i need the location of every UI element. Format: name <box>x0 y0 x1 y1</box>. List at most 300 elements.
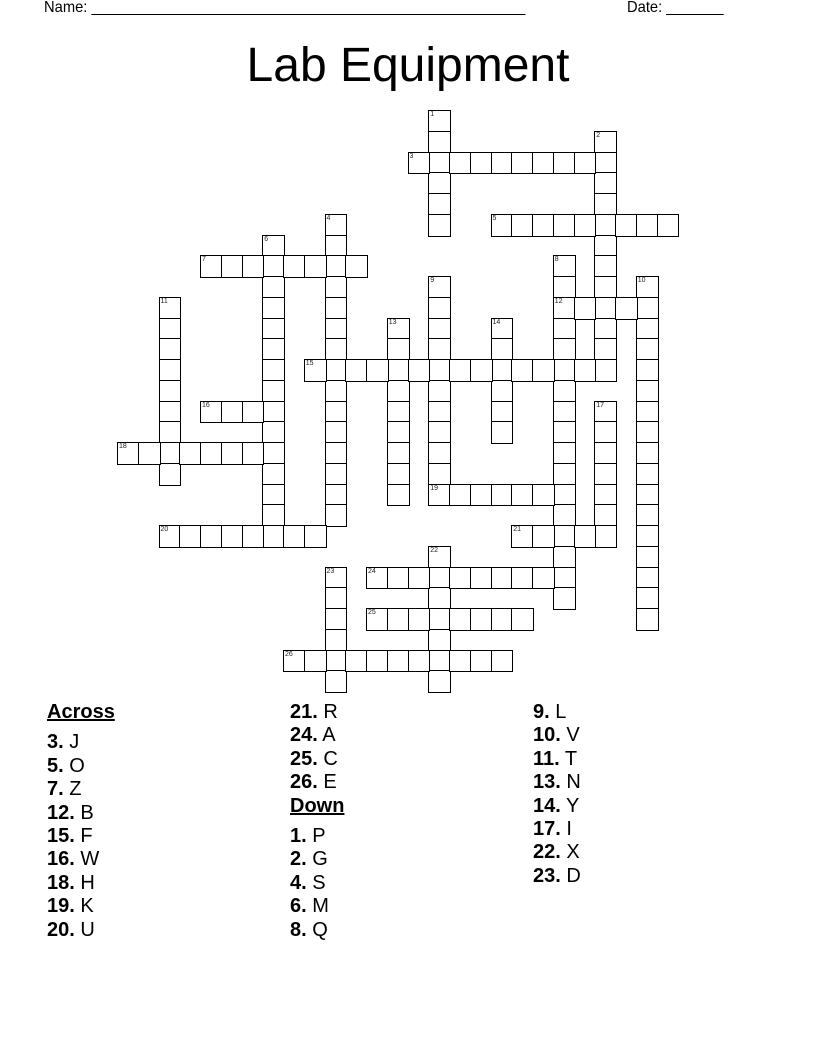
grid-cell[interactable] <box>594 131 617 154</box>
grid-cell[interactable] <box>262 255 285 278</box>
grid-cell[interactable] <box>553 318 576 341</box>
grid-cell[interactable] <box>428 318 451 341</box>
grid-cell[interactable] <box>428 650 451 673</box>
cell-number: 17 <box>596 401 605 409</box>
grid-cell[interactable] <box>553 587 576 610</box>
clue-down-9 <box>533 701 581 724</box>
clue-text: R <box>317 701 338 723</box>
grid-cell[interactable] <box>574 297 597 320</box>
cell-number: 13 <box>388 318 397 326</box>
grid-cell[interactable] <box>532 484 555 507</box>
grid-cell[interactable] <box>117 442 140 465</box>
grid-cell[interactable] <box>511 608 534 631</box>
clue-text: Z <box>63 778 82 801</box>
grid-cell[interactable] <box>325 670 348 693</box>
grid-cell[interactable] <box>594 401 617 424</box>
grid-cell[interactable] <box>553 463 576 486</box>
grid-cell[interactable] <box>449 152 472 175</box>
grid-cell[interactable] <box>532 152 555 175</box>
grid-cell[interactable] <box>428 172 451 195</box>
clue-down-13 <box>533 771 581 794</box>
clue-across-20 <box>47 919 115 942</box>
clue-text: W <box>74 848 100 871</box>
clue-number: 23. <box>533 864 561 887</box>
grid-cell[interactable] <box>283 650 306 673</box>
grid-cell[interactable] <box>428 110 451 133</box>
grid-cell[interactable] <box>200 401 223 424</box>
clue-number: 8. <box>290 918 307 941</box>
grid-cell[interactable] <box>387 338 410 361</box>
grid-cell[interactable] <box>325 338 348 361</box>
grid-cell[interactable] <box>657 214 680 237</box>
grid-cell[interactable] <box>283 525 306 548</box>
grid-cell[interactable] <box>553 255 576 278</box>
clue-text: S <box>306 871 326 894</box>
clue-number: 26. <box>290 771 318 794</box>
grid-cell[interactable] <box>553 214 576 237</box>
grid-cell[interactable] <box>553 359 576 382</box>
clue-down-23 <box>533 865 581 888</box>
grid-cell[interactable] <box>200 255 223 278</box>
grid-cell[interactable] <box>491 214 514 237</box>
grid-cell[interactable] <box>594 442 617 465</box>
clue-down-11 <box>533 748 581 771</box>
clue-text: V <box>560 724 580 747</box>
grid-cell[interactable] <box>366 359 389 382</box>
clue-text: X <box>560 841 580 864</box>
clue-across-7 <box>47 778 115 801</box>
grid-cell[interactable] <box>491 152 514 175</box>
grid-cell[interactable] <box>428 297 451 320</box>
grid-cell[interactable] <box>325 567 348 590</box>
grid-cell[interactable] <box>242 255 265 278</box>
grid-cell[interactable] <box>636 463 659 486</box>
grid-cell[interactable] <box>325 463 348 486</box>
grid-cell[interactable] <box>428 484 451 507</box>
grid-cell[interactable] <box>325 318 348 341</box>
grid-cell[interactable] <box>159 463 182 486</box>
grid-cell[interactable] <box>428 670 451 693</box>
grid-cell[interactable] <box>221 525 244 548</box>
grid-cell[interactable] <box>470 608 493 631</box>
grid-cell[interactable] <box>221 255 244 278</box>
clue-down-17 <box>533 818 581 841</box>
grid-cell[interactable] <box>636 484 659 507</box>
cell-number: 1 <box>430 111 435 118</box>
grid-cell[interactable] <box>636 401 659 424</box>
grid-cell[interactable] <box>159 442 182 465</box>
clue-down-8 <box>290 919 344 942</box>
clue-number: 16. <box>47 848 75 871</box>
grid-cell[interactable] <box>428 567 451 590</box>
grid-cell[interactable] <box>553 276 576 299</box>
grid-cell[interactable] <box>428 442 451 465</box>
clue-down-6 <box>290 895 344 918</box>
grid-cell[interactable] <box>491 608 514 631</box>
grid-cell[interactable] <box>304 359 327 382</box>
grid-cell[interactable] <box>325 359 348 382</box>
grid-cell[interactable] <box>491 567 514 590</box>
grid-cell[interactable] <box>491 380 514 403</box>
page-title: Lab Equipment <box>246 39 570 92</box>
clue-across-24 <box>290 724 344 747</box>
grid-cell[interactable] <box>262 442 285 465</box>
grid-cell[interactable] <box>428 463 451 486</box>
grid-cell[interactable] <box>159 359 182 382</box>
clue-number: 15. <box>47 825 75 848</box>
clue-number: 6. <box>290 895 307 918</box>
clue-text: A <box>317 724 336 747</box>
clue-across-18 <box>47 872 115 895</box>
grid-cell[interactable] <box>553 484 576 507</box>
grid-cell[interactable] <box>511 359 534 382</box>
clue-number: 2. <box>290 848 307 871</box>
clue-text: I <box>560 818 572 841</box>
clue-number: 13. <box>533 771 561 794</box>
grid-cell[interactable] <box>470 484 493 507</box>
grid-cell[interactable] <box>159 401 182 424</box>
grid-cell[interactable] <box>491 421 514 444</box>
grid-cell[interactable] <box>553 380 576 403</box>
grid-cell[interactable] <box>325 504 348 527</box>
grid-cell[interactable] <box>594 172 617 195</box>
grid-cell[interactable] <box>553 504 576 527</box>
grid-cell[interactable] <box>574 525 597 548</box>
grid-cell[interactable] <box>491 650 514 673</box>
grid-cell[interactable] <box>636 338 659 361</box>
grid-cell[interactable] <box>159 297 182 320</box>
grid-cell[interactable] <box>408 567 431 590</box>
cell-number: 8 <box>554 256 559 264</box>
grid-cell[interactable] <box>553 567 576 590</box>
grid-cell[interactable] <box>491 401 514 424</box>
grid-cell[interactable] <box>511 525 534 548</box>
grid-cell[interactable] <box>428 608 451 631</box>
clue-text: E <box>317 771 337 794</box>
grid-cell[interactable] <box>262 276 285 299</box>
grid-cell[interactable] <box>304 650 327 673</box>
grid-cell[interactable] <box>262 463 285 486</box>
grid-cell[interactable] <box>387 463 410 486</box>
grid-cell[interactable] <box>532 525 555 548</box>
grid-cell[interactable] <box>262 297 285 320</box>
clue-number: 20. <box>47 918 75 941</box>
grid-cell[interactable] <box>470 359 493 382</box>
grid-cell[interactable] <box>553 525 576 548</box>
grid-cell[interactable] <box>159 318 182 341</box>
name-field-label: Name: _____________________________________________________ <box>44 0 526 16</box>
grid-cell[interactable] <box>221 401 244 424</box>
grid-cell[interactable] <box>242 401 265 424</box>
grid-cell[interactable] <box>262 525 285 548</box>
grid-cell[interactable] <box>636 567 659 590</box>
clue-across-19 <box>47 895 115 918</box>
grid-cell[interactable] <box>594 255 617 278</box>
grid-cell[interactable] <box>511 567 534 590</box>
grid-cell[interactable] <box>594 504 617 527</box>
cell-number: 2 <box>596 131 601 139</box>
grid-cell[interactable] <box>325 235 348 258</box>
grid-cell[interactable] <box>428 587 451 610</box>
grid-cell[interactable] <box>408 608 431 631</box>
cell-number: 7 <box>202 256 206 264</box>
grid-cell[interactable] <box>636 546 659 569</box>
grid-cell[interactable] <box>553 421 576 444</box>
grid-cell[interactable] <box>387 380 410 403</box>
grid-cell[interactable] <box>428 401 451 424</box>
grid-cell[interactable] <box>262 484 285 507</box>
grid-cell[interactable] <box>262 401 285 424</box>
clue-number: 5. <box>47 754 64 777</box>
grid-cell[interactable] <box>636 608 659 631</box>
grid-cell[interactable] <box>511 152 534 175</box>
grid-cell[interactable] <box>262 338 285 361</box>
grid-cell[interactable] <box>594 152 617 175</box>
grid-cell[interactable] <box>366 608 389 631</box>
clue-text: D <box>560 864 581 887</box>
grid-cell[interactable] <box>594 421 617 444</box>
grid-cell[interactable] <box>511 484 534 507</box>
grid-cell[interactable] <box>428 380 451 403</box>
grid-cell[interactable] <box>428 193 451 216</box>
grid-cell[interactable] <box>594 297 617 320</box>
grid-cell[interactable] <box>387 608 410 631</box>
grid-cell[interactable] <box>553 546 576 569</box>
grid-cell[interactable] <box>636 214 659 237</box>
grid-cell[interactable] <box>387 421 410 444</box>
grid-cell[interactable] <box>636 318 659 341</box>
grid-cell[interactable] <box>594 318 617 341</box>
clue-number: 25. <box>290 747 318 770</box>
grid-cell[interactable] <box>159 525 182 548</box>
clue-text: K <box>74 895 94 918</box>
grid-cell[interactable] <box>262 359 285 382</box>
grid-cell[interactable] <box>200 442 223 465</box>
clue-down-2 <box>290 848 344 871</box>
grid-cell[interactable] <box>428 421 451 444</box>
grid-cell[interactable] <box>325 276 348 299</box>
grid-cell[interactable] <box>594 359 617 382</box>
clue-number: 1. <box>290 825 307 848</box>
grid-cell[interactable] <box>428 214 451 237</box>
grid-cell[interactable] <box>428 276 451 299</box>
clue-column-3 <box>533 701 581 888</box>
grid-cell[interactable] <box>553 401 576 424</box>
clue-text: P <box>306 825 326 848</box>
grid-cell[interactable] <box>262 235 285 258</box>
grid-cell[interactable] <box>594 214 617 237</box>
grid-cell[interactable] <box>262 421 285 444</box>
grid-cell[interactable] <box>262 318 285 341</box>
clue-text: Q <box>306 918 328 941</box>
grid-cell[interactable] <box>636 525 659 548</box>
grid-cell[interactable] <box>532 359 555 382</box>
clue-text: O <box>63 754 85 777</box>
grid-cell[interactable] <box>179 525 202 548</box>
clue-number: 19. <box>47 895 75 918</box>
grid-cell[interactable] <box>408 152 431 175</box>
clue-number: 9. <box>533 701 550 723</box>
grid-cell[interactable] <box>594 276 617 299</box>
clue-text: T <box>559 747 578 770</box>
clue-column-2 <box>290 701 344 942</box>
grid-cell[interactable] <box>594 235 617 258</box>
grid-cell[interactable] <box>408 359 431 382</box>
grid-cell[interactable] <box>387 650 410 673</box>
grid-cell[interactable] <box>428 131 451 154</box>
clue-text: B <box>74 801 94 824</box>
grid-cell[interactable] <box>553 297 576 320</box>
grid-cell[interactable] <box>262 504 285 527</box>
across-heading: Across <box>47 701 115 723</box>
clue-number: 18. <box>47 871 75 894</box>
grid-cell[interactable] <box>262 380 285 403</box>
clue-down-10 <box>533 724 581 747</box>
grid-cell[interactable] <box>594 338 617 361</box>
grid-cell[interactable] <box>325 587 348 610</box>
grid-cell[interactable] <box>491 359 514 382</box>
clue-across-21 <box>290 701 344 724</box>
grid-cell[interactable] <box>574 359 597 382</box>
grid-cell[interactable] <box>428 546 451 569</box>
grid-cell[interactable] <box>428 338 451 361</box>
clue-number: 14. <box>533 794 561 817</box>
grid-cell[interactable] <box>532 567 555 590</box>
grid-cell[interactable] <box>594 484 617 507</box>
grid-cell[interactable] <box>159 338 182 361</box>
grid-cell[interactable] <box>387 359 410 382</box>
grid-cell[interactable] <box>221 442 244 465</box>
grid-cell[interactable] <box>428 629 451 652</box>
cell-number: 10 <box>637 277 646 284</box>
grid-cell[interactable] <box>449 650 472 673</box>
cell-number: 19 <box>430 484 439 492</box>
grid-cell[interactable] <box>345 650 368 673</box>
grid-cell[interactable] <box>594 525 617 548</box>
grid-cell[interactable] <box>387 442 410 465</box>
grid-cell[interactable] <box>449 608 472 631</box>
cell-number: 22 <box>430 546 439 554</box>
grid-cell[interactable] <box>470 650 493 673</box>
grid-cell[interactable] <box>491 338 514 361</box>
clue-across-3 <box>47 731 115 754</box>
grid-cell[interactable] <box>449 484 472 507</box>
grid-cell[interactable] <box>200 525 223 548</box>
grid-cell[interactable] <box>636 587 659 610</box>
grid-cell[interactable] <box>615 214 638 237</box>
grid-cell[interactable] <box>304 525 327 548</box>
grid-cell[interactable] <box>283 255 306 278</box>
clue-text: L <box>549 701 567 723</box>
grid-cell[interactable] <box>325 255 348 278</box>
cell-number: 6 <box>264 235 269 243</box>
grid-cell[interactable] <box>636 421 659 444</box>
cell-number: 16 <box>202 401 210 409</box>
grid-cell[interactable] <box>159 380 182 403</box>
grid-cell[interactable] <box>408 650 431 673</box>
cell-number: 23 <box>326 567 335 575</box>
grid-cell[interactable] <box>636 442 659 465</box>
grid-cell[interactable] <box>636 380 659 403</box>
clue-number: 7. <box>47 778 64 801</box>
grid-cell[interactable] <box>325 380 348 403</box>
grid-cell[interactable] <box>242 442 265 465</box>
grid-cell[interactable] <box>491 318 514 341</box>
cell-number: 5 <box>492 214 497 222</box>
grid-cell[interactable] <box>491 484 514 507</box>
grid-cell[interactable] <box>470 152 493 175</box>
cell-number: 21 <box>513 526 522 533</box>
grid-cell[interactable] <box>387 567 410 590</box>
grid-cell[interactable] <box>138 442 161 465</box>
grid-cell[interactable] <box>553 152 576 175</box>
grid-cell[interactable] <box>615 297 638 320</box>
grid-cell[interactable] <box>594 193 617 216</box>
grid-cell[interactable] <box>387 401 410 424</box>
grid-cell[interactable] <box>179 442 202 465</box>
grid-cell[interactable] <box>304 255 327 278</box>
grid-cell[interactable] <box>325 214 348 237</box>
grid-cell[interactable] <box>574 152 597 175</box>
grid-cell[interactable] <box>325 442 348 465</box>
grid-cell[interactable] <box>470 567 493 590</box>
grid-cell[interactable] <box>636 297 659 320</box>
clue-number: 17. <box>533 818 561 841</box>
cell-number: 25 <box>368 609 376 616</box>
grid-cell[interactable] <box>325 401 348 424</box>
grid-cell[interactable] <box>387 318 410 341</box>
grid-cell[interactable] <box>428 359 451 382</box>
grid-cell[interactable] <box>325 650 348 673</box>
clue-number: 3. <box>47 731 64 754</box>
grid-cell[interactable] <box>345 255 368 278</box>
grid-cell[interactable] <box>553 338 576 361</box>
grid-cell[interactable] <box>574 214 597 237</box>
cell-number: 3 <box>409 152 414 160</box>
grid-cell[interactable] <box>325 608 348 631</box>
grid-cell[interactable] <box>366 650 389 673</box>
grid-cell[interactable] <box>449 359 472 382</box>
grid-cell[interactable] <box>636 276 659 299</box>
grid-cell[interactable] <box>325 629 348 652</box>
grid-cell[interactable] <box>594 463 617 486</box>
clue-across-12 <box>47 802 115 825</box>
clue-column-1 <box>47 701 115 942</box>
down-heading: Down <box>290 794 345 817</box>
clue-down-1 <box>290 825 344 848</box>
grid-cell[interactable] <box>345 359 368 382</box>
grid-cell[interactable] <box>636 359 659 382</box>
clue-across-25 <box>290 748 344 771</box>
grid-cell[interactable] <box>325 297 348 320</box>
clue-number: 10. <box>533 724 561 747</box>
grid-cell[interactable] <box>242 525 265 548</box>
grid-cell[interactable] <box>428 152 451 175</box>
grid-cell[interactable] <box>449 567 472 590</box>
clue-across-5 <box>47 755 115 778</box>
grid-cell[interactable] <box>532 214 555 237</box>
grid-cell[interactable] <box>387 484 410 507</box>
grid-cell[interactable] <box>553 442 576 465</box>
grid-cell[interactable] <box>159 421 182 444</box>
clue-number: 24. <box>290 724 318 747</box>
grid-cell[interactable] <box>325 421 348 444</box>
grid-cell[interactable] <box>325 484 348 507</box>
grid-cell[interactable] <box>636 504 659 527</box>
clue-text: M <box>306 895 329 918</box>
grid-cell[interactable] <box>366 567 389 590</box>
grid-cell[interactable] <box>511 214 534 237</box>
